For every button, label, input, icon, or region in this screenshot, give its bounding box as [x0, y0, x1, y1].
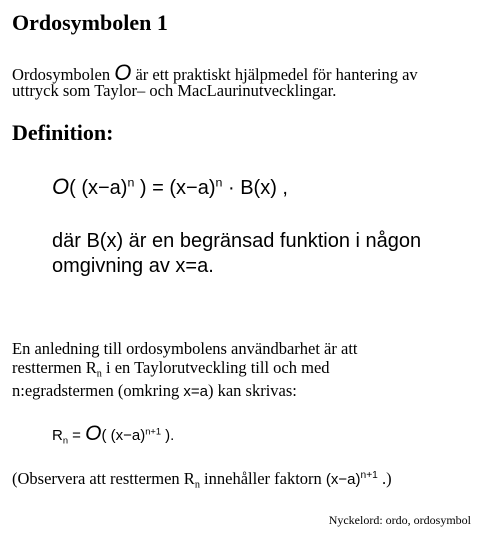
remainder-part-2: ).	[161, 427, 175, 444]
note	[12, 469, 392, 489]
note-expression: (x−a)	[325, 471, 361, 488]
definition-formula	[52, 174, 288, 200]
definition-text-line-2: omgivning av x=a.	[52, 255, 214, 277]
formula-part-1: ( (x−a)	[69, 177, 128, 199]
usage-line-3-post: ) kan skrivas:	[207, 381, 297, 400]
ordo-symbol: O	[114, 60, 132, 85]
intro-line-2: uttryck som Taylor– och MacLaurinutvecklingar.	[12, 81, 337, 100]
remainder-formula	[52, 422, 174, 446]
note-pre: (Observera att resttermen R	[12, 469, 195, 488]
formula-part-2: ) = (x−a)	[134, 177, 216, 199]
remainder-subscript: n	[96, 368, 102, 380]
note-mid: innehåller faktorn	[199, 469, 326, 488]
usage-line-3-expr: x=a	[183, 383, 208, 400]
intro-post: är ett praktiskt hjälpmedel för hantering av	[131, 65, 418, 84]
usage-line-2-post: i en Taylorutveckling till och med	[101, 358, 330, 377]
formula-part-3: · B(x) ,	[222, 177, 288, 199]
definition-text-line-1: där B(x) är en begränsad funktion i någon	[52, 230, 422, 252]
usage-line-2-pre: resttermen R	[12, 358, 97, 377]
remainder-equals: =	[68, 427, 86, 444]
formula-exponent-1: n	[127, 175, 135, 190]
usage-line-2	[12, 358, 330, 378]
formula-exponent-2: n	[215, 175, 223, 190]
note-exponent: n+1	[360, 469, 378, 481]
definition-heading: Definition:	[12, 120, 114, 145]
usage-line-1: En anledning till ordosymbolens användbarhet är att	[12, 339, 358, 358]
note-post: .)	[377, 469, 392, 488]
remainder-part-1: ( (x−a)	[101, 427, 146, 444]
ordo-symbol: O	[52, 174, 70, 199]
remainder-base: R	[52, 427, 63, 444]
note-subscript: n	[194, 479, 200, 491]
usage-line-3-pre: n:egradstermen (omkring	[12, 381, 184, 400]
intro-pre: Ordosymbolen	[12, 65, 115, 84]
usage-line-3	[12, 381, 297, 401]
page-title: Ordosymbolen 1	[12, 10, 168, 35]
ordo-symbol: O	[85, 422, 102, 445]
remainder-subscript: n	[62, 435, 69, 446]
remainder-exponent: n+1	[145, 426, 162, 437]
keywords: Nyckelord: ordo, ordosymbol	[328, 513, 471, 527]
